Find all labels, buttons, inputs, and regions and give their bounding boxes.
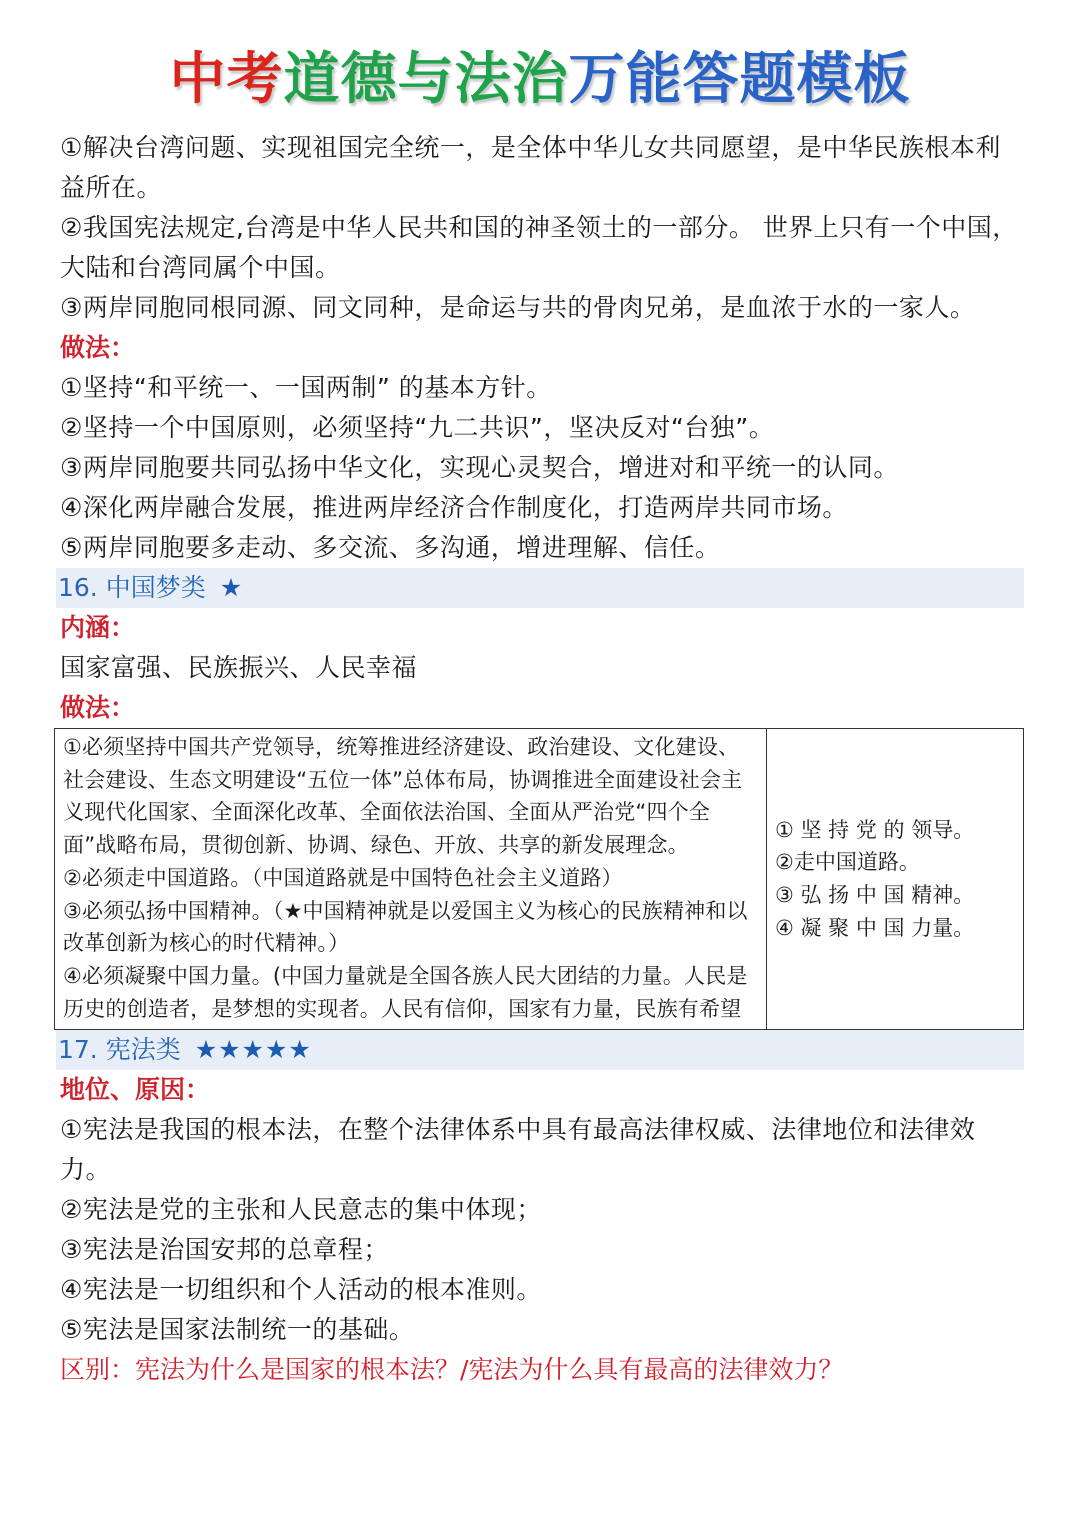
taiwan-methods-heading: 做法： [60,333,136,362]
section-16-header [56,568,1024,608]
section-16-meaning-heading: 内涵： [60,613,136,642]
constitution-distinction: 区别：宪法为什么是国家的根本法？/宪法为什么具有最高的法律效力？ [60,1355,844,1385]
section-17-stars: ★★★★★ [194,1035,312,1065]
taiwan-reason-2: ②我国宪法规定,台湾是中华人民共和国的神圣领土的一部分。 世界上只有一个中国，大陆和台湾同属个中国。 [60,213,1018,282]
table-left-item-2: ②必须走中国道路。（中国道路就是中国特色社会主义道路） [63,865,623,890]
table-right-item-4: ④ 凝 聚 中 国 力量。 [775,915,975,940]
page-title [0,44,1080,116]
taiwan-reason-1: ①解决台湾问题、实现祖国完全统一，是全体中华儿女共同愿望，是中华民族根本利益所在。 [60,133,1001,202]
taiwan-method-4: ④深化两岸融合发展，推进两岸经济合作制度化，打造两岸共同市场。 [60,493,848,522]
table-right-item-3: ③ 弘 扬 中 国 精神。 [775,883,975,908]
constitution-item-4: ④宪法是一切组织和个人活动的根本准则。 [60,1275,542,1305]
title-part-1: 中考 [169,47,284,112]
table-left-item-4: ④必须凝聚中国力量。(中国力量就是全国各族人民大团结的力量。人民是历史的创造者，是梦想的实现者。人民有信仰，国家有力量，民族有希望 [63,963,748,1021]
section-17-status-heading: 地位、原因： [60,1075,211,1105]
section-17-title: 17. 宪法类 [58,1035,181,1065]
table-left-item-1: ①必须坚持中国共产党领导，统筹推进经济建设、政治建设、文化建设、社会建设、生态文明建设“五位一体”总体布局，协调推进全面建设社会主义现代化国家、全面深化改革、全面依法治国、全面从严治党“四个全面”战略布局，贯彻创新、协调、绿色、开放、共享的新发展理念。 [63,735,743,858]
table-right-item-1: ① 坚 持 党 的 领导。 [775,817,975,842]
title-part-2: 道德与法治 [283,47,569,112]
constitution-item-1: ①宪法是我国的根本法，在整个法律体系中具有最高法律权威、法律地位和法律效力。 [60,1115,976,1185]
chinese-dream-table [54,728,1024,1030]
taiwan-method-5: ⑤两岸同胞要多走动、多交流、多沟通，增进理解、信任。 [60,533,721,562]
document-body [60,128,1022,1390]
section-16-meaning-text: 国家富强、民族振兴、人民幸福 [60,653,418,682]
taiwan-method-1: ①坚持“和平统一、一国两制” 的基本方针。 [60,373,552,402]
section-16-title: 16. 中国梦类 [58,573,206,602]
taiwan-method-3: ③两岸同胞要共同弘扬中华文化，实现心灵契合，增进对和平统一的认同。 [60,453,899,482]
table-left-cell [55,729,767,1030]
constitution-item-3: ③宪法是治国安邦的总章程； [60,1235,389,1265]
title-part-3: 万能答题模板 [568,47,911,112]
section-17-header [56,1030,1024,1070]
table-left-item-3: ③必须弘扬中国精神。（★中国精神就是以爱国主义为核心的民族精神和以改革创新为核心的时代精神。） [63,898,748,956]
table-right-cell [767,729,1024,1030]
section-16-methods-heading: 做法： [60,693,136,722]
constitution-item-5: ⑤宪法是国家法制统一的基础。 [60,1315,415,1345]
taiwan-method-2: ②坚持一个中国原则，必须坚持“九二共识”，坚决反对“台独”。 [60,413,775,442]
table-right-item-2: ②走中国道路。 [775,850,920,875]
constitution-item-2: ②宪法是党的主张和人民意志的集中体现； [60,1195,542,1225]
section-16-stars: ★ [219,573,244,602]
taiwan-reason-3: ③两岸同胞同根同源、同文同种，是命运与共的骨肉兄弟，是血浓于水的一家人。 [60,293,976,322]
